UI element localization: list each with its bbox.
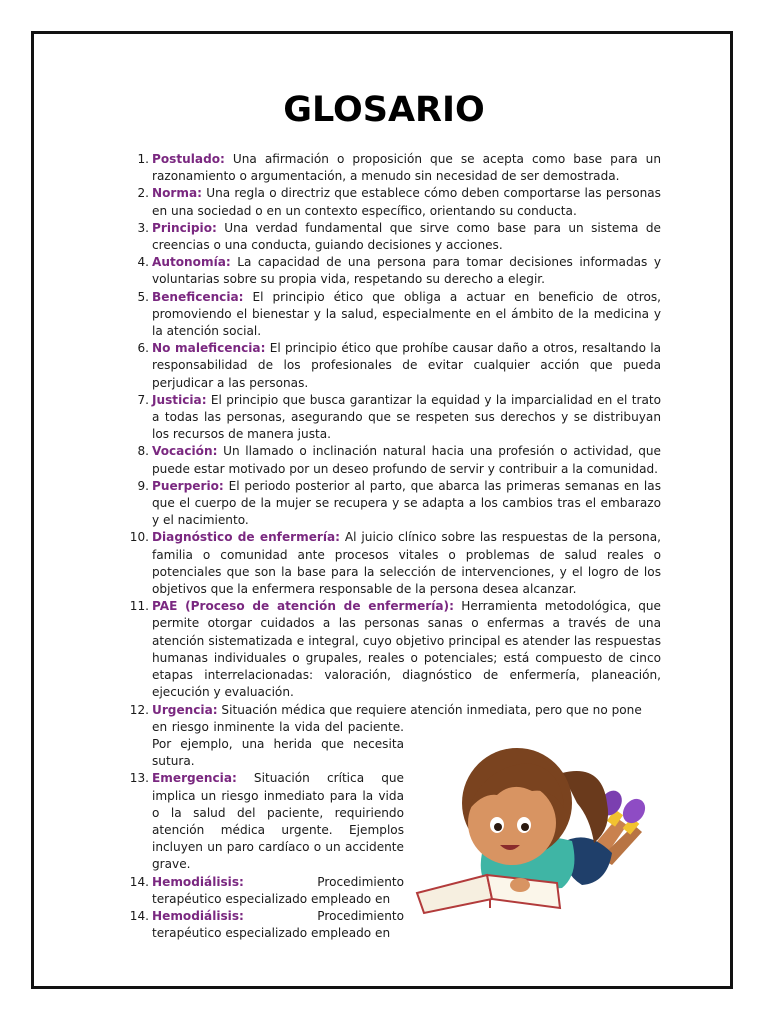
list-item: [127, 220, 661, 254]
item-definition: El principio que busca garantizar la equidad y la imparcialidad en el trato a todas las personas, asegurando que se respeten sus derechos y se distribuyan los recursos de manera justa.: [152, 392, 661, 442]
pupil-shape: [521, 823, 529, 831]
book-page-left: [417, 875, 492, 913]
item-number: 11.: [129, 599, 149, 614]
item-term: Beneficencia:: [152, 289, 244, 304]
item-term: Justicia:: [152, 392, 207, 407]
list-item: [127, 529, 661, 598]
item-term: Hemodiálisis:: [152, 874, 244, 889]
item-number: 4.: [137, 255, 149, 270]
item-definition: Situación médica que requiere atención inmediata, pero que no pone: [217, 702, 642, 717]
item-number: 7.: [137, 392, 149, 407]
list-item: [127, 289, 661, 341]
item-definition: El principio ético que obliga a actuar en beneficio de otros, promoviendo el bienestar y la salud, especialmente en el ámbito de la medicina y la atención social.: [152, 289, 661, 339]
list-item: [127, 185, 661, 219]
item-number: 9.: [137, 478, 149, 493]
item-term: Norma:: [152, 186, 202, 201]
item-definition: Al juicio clínico sobre las respuestas de la persona, familia o comunidad ante procesos vitales o problemas de salud reales o potenciales que son la base para la selección de intervenciones, y el logro de los objetivos que la enfermera responsable de la persona desea alcanzar.: [152, 530, 661, 597]
item-definition: Una afirmación o proposición que se acepta como base para un razonamiento o argumentación, a menudo sin necesidad de ser demostrada.: [152, 152, 661, 184]
hand-shape: [510, 878, 530, 892]
list-item: [127, 770, 404, 873]
item-number: 3.: [137, 220, 149, 235]
item-number: 13.: [129, 771, 149, 786]
item-term: Emergencia:: [152, 771, 237, 786]
item-term: Postulado:: [152, 152, 225, 166]
list-item: [127, 702, 661, 719]
pupil-shape: [494, 823, 502, 831]
item-term: No maleficencia:: [152, 341, 266, 356]
list-item: [127, 874, 404, 908]
list-item: [127, 340, 661, 392]
list-item: [127, 478, 661, 530]
item-definition: Un llamado o inclinación natural hacia una profesión o actividad, que puede estar motivado por un deseo profundo de servir y contribuir a la comunidad.: [152, 444, 661, 476]
item-number: 14.: [129, 908, 149, 923]
item-term: Principio:: [152, 220, 217, 235]
item-definition: Una regla o directriz que establece cómo deben comportarse las personas en una sociedad o en un contexto específico, orientando su conducta.: [152, 186, 661, 218]
item-number: 12.: [129, 702, 149, 717]
item-number: 5.: [137, 289, 149, 304]
item-definition: Herramienta metodológica, que permite otorgar cuidados a las personas sanas o enfermas a través de una atención sistematizada e integral, cuyo objetivo principal es atender las respuestas humanas individuales o grupales, reales o potenciales; está compuesto de cinco etapas interrelacionadas: valoración, diagnóstico de enfermería, planeación, ejecución y evaluación.: [152, 599, 661, 700]
list-item: [127, 908, 404, 942]
item-number: 1.: [137, 152, 149, 166]
item-definition: Procedimiento terapéutico especializado empleado en: [152, 908, 404, 941]
item-term: Autonomía:: [152, 255, 231, 270]
item-number: 2.: [137, 186, 149, 201]
item-term: Hemodiálisis:: [152, 908, 244, 923]
item-term: Vocación:: [152, 444, 218, 459]
girl-reading-book-illustration: [412, 733, 662, 923]
item-definition: La capacidad de una persona para tomar decisiones informadas y voluntarias sobre su propia vida, respetando su derecho a elegir.: [152, 255, 661, 287]
item-definition: Procedimiento terapéutico especializado empleado en: [152, 874, 404, 906]
item-definition: Situación crítica que implica un riesgo inmediato para la vida o la salud del paciente, requiriendo atención médica urgente. Ejemplos incluyen un paro cardíaco o un accidente grave.: [152, 771, 404, 872]
item-number: 14.: [129, 874, 149, 889]
list-item: [127, 598, 661, 701]
item-term: PAE (Proceso de atención de enfermería):: [152, 599, 454, 614]
list-item: [127, 443, 661, 477]
list-item: [127, 392, 661, 444]
item-term: Puerperio:: [152, 478, 224, 493]
page-title: GLOSARIO: [283, 90, 485, 130]
item-definition: El principio ético que prohíbe causar daño a otros, resaltando la responsabilidad de los profesionales de evitar cualquier acción que pueda perjudicar a las personas.: [152, 341, 661, 390]
list-item: [127, 254, 661, 288]
item-number: 6.: [137, 341, 149, 356]
item-number: 8.: [137, 444, 149, 459]
item-definition: El periodo posterior al parto, que abarca las primeras semanas en las que el cuerpo de la mujer se recupera y se adapta a los cambios tras el embarazo y el nacimiento.: [152, 478, 661, 528]
item-definition: Una verdad fundamental que sirve como base para un sistema de creencias o una conducta, guiando decisiones y acciones.: [152, 220, 661, 253]
item-definition-continued: en riesgo inminente la vida del paciente. Por ejemplo, una herida que necesita sutura.: [152, 719, 404, 769]
item-term: Urgencia:: [152, 702, 218, 717]
item-number: 10.: [129, 530, 149, 545]
list-item: [127, 151, 661, 185]
item-term: Diagnóstico de enfermería:: [152, 530, 341, 545]
